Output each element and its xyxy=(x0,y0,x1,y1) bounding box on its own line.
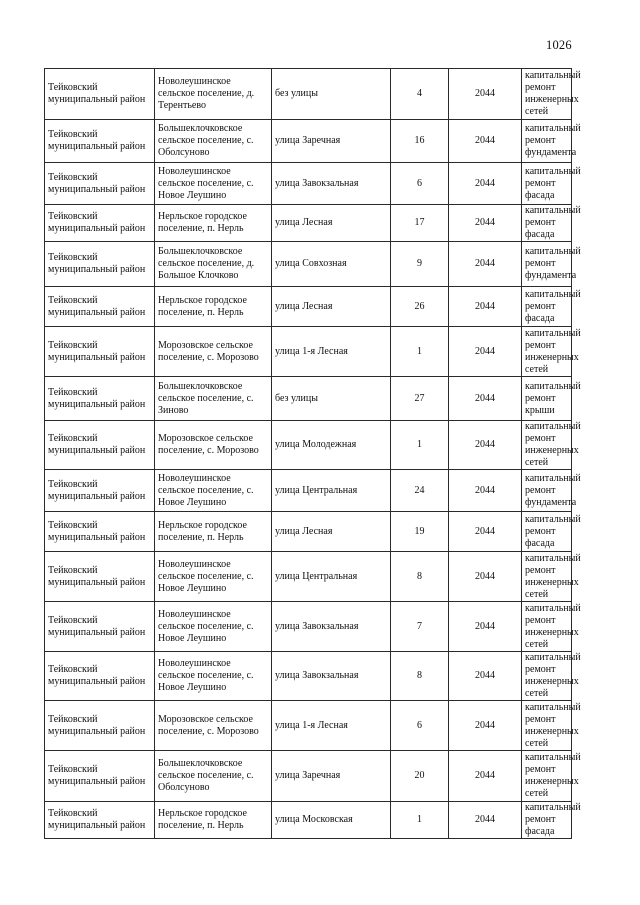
year-cell: 2044 xyxy=(449,751,522,802)
year-cell: 2044 xyxy=(449,802,522,839)
settlement-cell: Нерльское городское поселение, п. Нерль xyxy=(155,287,272,327)
house-number-cell: 20 xyxy=(391,751,449,802)
table-row xyxy=(45,287,572,327)
settlement-cell: Морозовское сельское поселение, с. Морозово xyxy=(155,327,272,377)
district-cell: Тейковский муниципальный район xyxy=(45,287,155,327)
house-number-cell: 8 xyxy=(391,552,449,602)
year-cell: 2044 xyxy=(449,652,522,701)
table-row xyxy=(45,751,572,802)
district-cell: Тейковский муниципальный район xyxy=(45,802,155,839)
street-cell: улица Лесная xyxy=(272,205,391,242)
house-number-cell: 17 xyxy=(391,205,449,242)
district-cell: Тейковский муниципальный район xyxy=(45,512,155,552)
settlement-cell: Нерльское городское поселение, п. Нерль xyxy=(155,205,272,242)
year-cell: 2044 xyxy=(449,205,522,242)
year-cell: 2044 xyxy=(449,377,522,421)
year-cell: 2044 xyxy=(449,163,522,205)
house-number-cell: 1 xyxy=(391,802,449,839)
house-number-cell: 24 xyxy=(391,470,449,512)
housing-repair-table xyxy=(44,68,581,839)
year-cell: 2044 xyxy=(449,602,522,652)
table-row xyxy=(45,327,572,377)
work-type-cell: капитальный ремонт фундамента xyxy=(522,242,572,287)
house-number-cell: 19 xyxy=(391,512,449,552)
table-body xyxy=(45,69,581,839)
settlement-cell: Новолеушинское сельское поселение, с. Новое Леушино xyxy=(155,163,272,205)
settlement-cell: Нерльское городское поселение, п. Нерль xyxy=(155,802,272,839)
street-cell: улица Центральная xyxy=(272,470,391,512)
work-type-cell: капитальный ремонт фундамента xyxy=(522,470,572,512)
table-row xyxy=(45,512,572,552)
district-cell: Тейковский муниципальный район xyxy=(45,751,155,802)
street-cell: без улицы xyxy=(272,377,391,421)
street-cell: улица 1-я Лесная xyxy=(272,327,391,377)
district-cell: Тейковский муниципальный район xyxy=(45,205,155,242)
street-cell: улица Совхозная xyxy=(272,242,391,287)
year-cell: 2044 xyxy=(449,69,522,120)
street-cell: улица Завокзальная xyxy=(272,652,391,701)
table-row xyxy=(45,802,572,839)
house-number-cell: 6 xyxy=(391,163,449,205)
work-type-cell: капитальный ремонт инженерных сетей xyxy=(522,327,572,377)
year-cell: 2044 xyxy=(449,287,522,327)
house-number-cell: 4 xyxy=(391,69,449,120)
work-type-cell: капитальный ремонт инженерных сетей xyxy=(522,751,572,802)
work-type-cell: капитальный ремонт фундамента xyxy=(522,120,572,163)
work-type-cell: капитальный ремонт инженерных сетей xyxy=(522,69,572,120)
house-number-cell: 16 xyxy=(391,120,449,163)
street-cell: улица Заречная xyxy=(272,120,391,163)
work-type-cell: капитальный ремонт инженерных сетей xyxy=(522,552,572,602)
table-row xyxy=(45,421,572,470)
street-cell: без улицы xyxy=(272,69,391,120)
house-number-cell: 26 xyxy=(391,287,449,327)
settlement-cell: Новолеушинское сельское поселение, д. Терентьево xyxy=(155,69,272,120)
street-cell: улица Завокзальная xyxy=(272,602,391,652)
table-row xyxy=(45,470,572,512)
table-row xyxy=(45,120,572,163)
table-row xyxy=(45,602,572,652)
street-cell: улица Центральная xyxy=(272,552,391,602)
table-row xyxy=(45,377,572,421)
district-cell: Тейковский муниципальный район xyxy=(45,242,155,287)
house-number-cell: 7 xyxy=(391,602,449,652)
work-type-cell: капитальный ремонт инженерных сетей xyxy=(522,602,572,652)
settlement-cell: Новолеушинское сельское поселение, с. Новое Леушино xyxy=(155,470,272,512)
street-cell: улица Заречная xyxy=(272,751,391,802)
work-type-cell: капитальный ремонт крыши xyxy=(522,377,572,421)
settlement-cell: Нерльское городское поселение, п. Нерль xyxy=(155,512,272,552)
district-cell: Тейковский муниципальный район xyxy=(45,377,155,421)
district-cell: Тейковский муниципальный район xyxy=(45,652,155,701)
table-row xyxy=(45,701,572,751)
house-number-cell: 6 xyxy=(391,701,449,751)
district-cell: Тейковский муниципальный район xyxy=(45,120,155,163)
settlement-cell: Большеклочковское сельское поселение, с. Зиново xyxy=(155,377,272,421)
work-type-cell: капитальный ремонт фасада xyxy=(522,163,572,205)
settlement-cell: Морозовское сельское поселение, с. Морозово xyxy=(155,701,272,751)
street-cell: улица Завокзальная xyxy=(272,163,391,205)
page-number: 1026 xyxy=(546,38,572,52)
table-row xyxy=(45,69,572,120)
district-cell: Тейковский муниципальный район xyxy=(45,470,155,512)
district-cell: Тейковский муниципальный район xyxy=(45,327,155,377)
street-cell: улица Московская xyxy=(272,802,391,839)
work-type-cell: капитальный ремонт фасада xyxy=(522,512,572,552)
settlement-cell: Большеклочковское сельское поселение, с. Оболсуново xyxy=(155,120,272,163)
year-cell: 2044 xyxy=(449,552,522,602)
work-type-cell: капитальный ремонт фасада xyxy=(522,802,572,839)
house-number-cell: 1 xyxy=(391,327,449,377)
work-type-cell: капитальный ремонт инженерных сетей xyxy=(522,421,572,470)
house-number-cell: 1 xyxy=(391,421,449,470)
work-type-cell: капитальный ремонт инженерных сетей xyxy=(522,701,572,751)
table-row xyxy=(45,552,572,602)
street-cell: улица 1-я Лесная xyxy=(272,701,391,751)
district-cell: Тейковский муниципальный район xyxy=(45,163,155,205)
district-cell: Тейковский муниципальный район xyxy=(45,701,155,751)
street-cell: улица Лесная xyxy=(272,512,391,552)
house-number-cell: 8 xyxy=(391,652,449,701)
settlement-cell: Морозовское сельское поселение, с. Морозово xyxy=(155,421,272,470)
house-number-cell: 27 xyxy=(391,377,449,421)
year-cell: 2044 xyxy=(449,242,522,287)
street-cell: улица Лесная xyxy=(272,287,391,327)
year-cell: 2044 xyxy=(449,421,522,470)
table-row xyxy=(45,242,572,287)
settlement-cell: Новолеушинское сельское поселение, с. Новое Леушино xyxy=(155,552,272,602)
settlement-cell: Большеклочковское сельское поселение, с. Оболсуново xyxy=(155,751,272,802)
settlement-cell: Новолеушинское сельское поселение, с. Новое Леушино xyxy=(155,602,272,652)
work-type-cell: капитальный ремонт фасада xyxy=(522,287,572,327)
house-number-cell: 9 xyxy=(391,242,449,287)
year-cell: 2044 xyxy=(449,120,522,163)
district-cell: Тейковский муниципальный район xyxy=(45,552,155,602)
table-row xyxy=(45,652,572,701)
table-row xyxy=(45,205,572,242)
district-cell: Тейковский муниципальный район xyxy=(45,69,155,120)
district-cell: Тейковский муниципальный район xyxy=(45,421,155,470)
year-cell: 2044 xyxy=(449,701,522,751)
work-type-cell: капитальный ремонт инженерных сетей xyxy=(522,652,572,701)
year-cell: 2044 xyxy=(449,470,522,512)
year-cell: 2044 xyxy=(449,512,522,552)
settlement-cell: Большеклочковское сельское поселение, д. Большое Клочково xyxy=(155,242,272,287)
table-row xyxy=(45,163,572,205)
work-type-cell: капитальный ремонт фасада xyxy=(522,205,572,242)
settlement-cell: Новолеушинское сельское поселение, с. Новое Леушино xyxy=(155,652,272,701)
year-cell: 2044 xyxy=(449,327,522,377)
street-cell: улица Молодежная xyxy=(272,421,391,470)
district-cell: Тейковский муниципальный район xyxy=(45,602,155,652)
